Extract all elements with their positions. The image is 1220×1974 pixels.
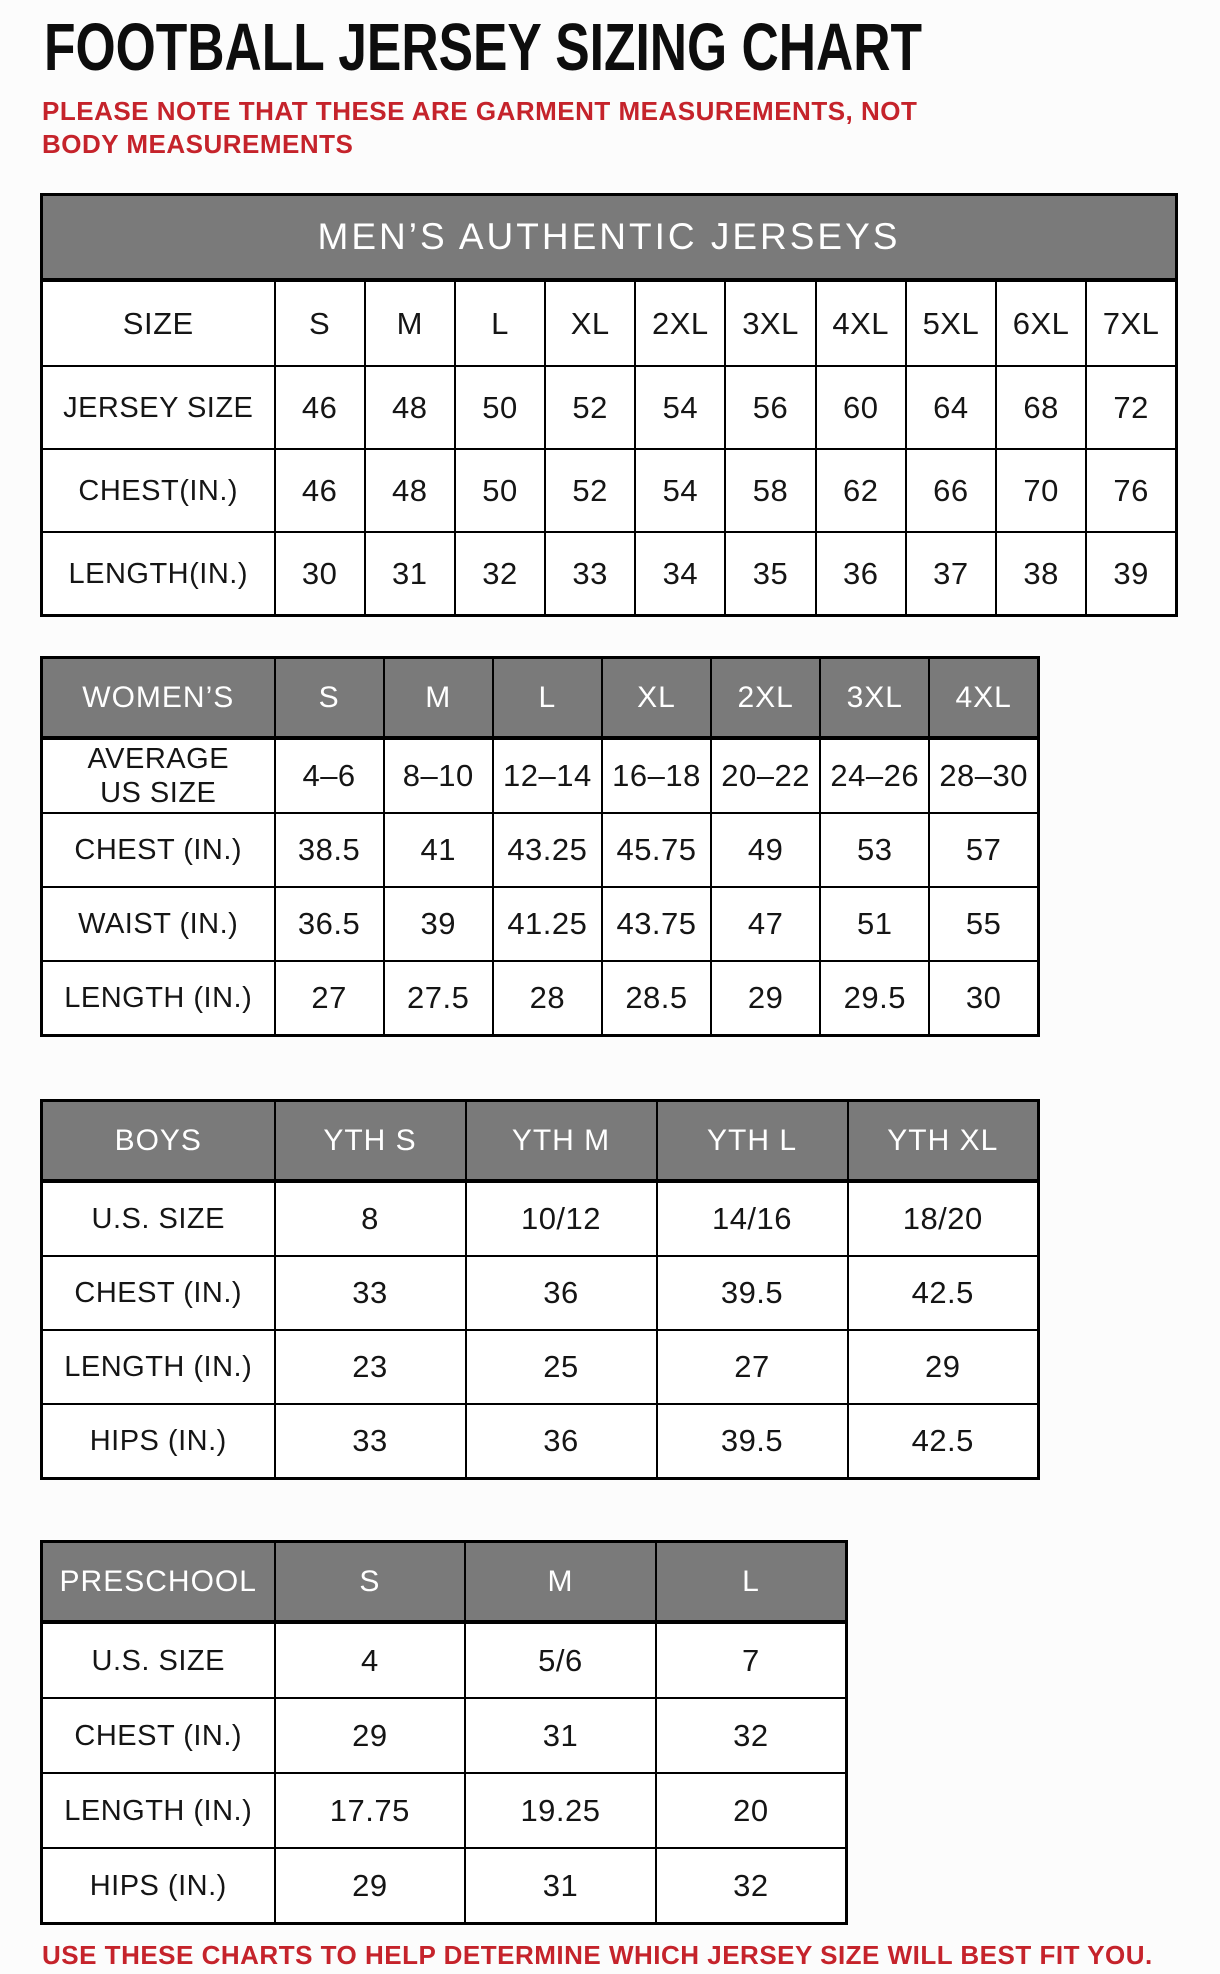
preschool-row <box>42 1773 847 1848</box>
mens-authentic-jerseys-column-header: 7XL <box>1086 280 1176 366</box>
womens-row <box>42 813 1039 887</box>
womens-value-cell: 36.5 <box>275 887 384 961</box>
preschool-value-cell: 20 <box>656 1773 847 1848</box>
womens-value-cell: 8–10 <box>384 738 493 813</box>
mens-authentic-jerseys-column-header: L <box>455 280 545 366</box>
mens-authentic-jerseys-column-header: M <box>365 280 455 366</box>
womens-value-cell: 41.25 <box>493 887 602 961</box>
mens-authentic-jerseys-value-cell: 76 <box>1086 449 1176 532</box>
boys-table <box>40 1099 1040 1480</box>
boys-value-cell: 29 <box>848 1330 1039 1404</box>
womens-value-cell: 27.5 <box>384 961 493 1036</box>
womens-column-header: S <box>275 658 384 739</box>
boys-value-cell: 18/20 <box>848 1181 1039 1256</box>
mens-authentic-jerseys-value-cell: 60 <box>816 366 906 449</box>
womens-row <box>42 887 1039 961</box>
mens-authentic-jerseys-value-cell: 68 <box>996 366 1086 449</box>
womens-value-cell: 29 <box>711 961 820 1036</box>
womens-row-label: CHEST (IN.) <box>42 813 275 887</box>
mens-authentic-jerseys-value-cell: 70 <box>996 449 1086 532</box>
mens-authentic-jerseys-value-cell: 37 <box>906 532 996 616</box>
garment-measurements-note: PLEASE NOTE THAT THESE ARE GARMENT MEASUREMENTS, NOT BODY MEASUREMENTS <box>42 96 918 159</box>
womens-value-cell: 27 <box>275 961 384 1036</box>
boys-value-cell: 10/12 <box>466 1181 657 1256</box>
womens-value-cell: 12–14 <box>493 738 602 813</box>
womens-value-cell: 43.25 <box>493 813 602 887</box>
womens-column-header: M <box>384 658 493 739</box>
mens-authentic-jerseys-value-cell: 46 <box>275 366 365 449</box>
womens-value-cell: 41 <box>384 813 493 887</box>
boys-value-cell: 14/16 <box>657 1181 848 1256</box>
mens-authentic-jerseys-value-cell: 72 <box>1086 366 1176 449</box>
preschool-row-label: LENGTH (IN.) <box>42 1773 275 1848</box>
mens-authentic-jerseys-column-header: 3XL <box>725 280 815 366</box>
mens-authentic-jerseys-value-cell: 32 <box>455 532 545 616</box>
womens-value-cell: 45.75 <box>602 813 711 887</box>
boys-value-cell: 33 <box>275 1256 466 1330</box>
womens-value-cell: 20–22 <box>711 738 820 813</box>
womens-row-label: WAIST (IN.) <box>42 887 275 961</box>
womens-column-header: 2XL <box>711 658 820 739</box>
boys-column-header: YTH XL <box>848 1101 1039 1182</box>
mens-authentic-jerseys-value-cell: 46 <box>275 449 365 532</box>
preschool-row-label: CHEST (IN.) <box>42 1698 275 1773</box>
preschool-value-cell: 19.25 <box>465 1773 656 1848</box>
mens-authentic-jerseys-row <box>42 532 1177 616</box>
preschool-table <box>40 1540 848 1925</box>
mens-authentic-jerseys-value-cell: 50 <box>455 366 545 449</box>
page-title: FOOTBALL JERSEY SIZING CHART <box>44 10 923 85</box>
boys-column-header: YTH M <box>466 1101 657 1182</box>
preschool-value-cell: 29 <box>275 1848 466 1924</box>
womens-row <box>42 738 1039 813</box>
mens-authentic-jerseys-value-cell: 66 <box>906 449 996 532</box>
womens-value-cell: 28 <box>493 961 602 1036</box>
boys-column-header: YTH S <box>275 1101 466 1182</box>
preschool-column-header: S <box>275 1542 466 1623</box>
boys-value-cell: 42.5 <box>848 1404 1039 1479</box>
mens-authentic-jerseys-column-header: S <box>275 280 365 366</box>
footer-note: USE THESE CHARTS TO HELP DETERMINE WHICH JERSEY SIZE WILL BEST FIT YOU. <box>42 1940 1153 1970</box>
womens-column-header: XL <box>602 658 711 739</box>
boys-row <box>42 1256 1039 1330</box>
preschool-column-header: M <box>465 1542 656 1623</box>
mens-authentic-jerseys-value-cell: 35 <box>725 532 815 616</box>
mens-authentic-jerseys-value-cell: 52 <box>545 449 635 532</box>
womens-row-label: LENGTH (IN.) <box>42 961 275 1036</box>
mens-authentic-jerseys-column-header: XL <box>545 280 635 366</box>
mens-authentic-jerseys-row <box>42 366 1177 449</box>
boys-value-cell: 25 <box>466 1330 657 1404</box>
preschool-value-cell: 31 <box>465 1698 656 1773</box>
preschool-row <box>42 1848 847 1924</box>
boys-value-cell: 39.5 <box>657 1404 848 1479</box>
womens-value-cell: 29.5 <box>820 961 929 1036</box>
boys-row-label: HIPS (IN.) <box>42 1404 275 1479</box>
mens-authentic-jerseys-value-cell: 54 <box>635 366 725 449</box>
womens-column-header: L <box>493 658 602 739</box>
boys-row-label: U.S. SIZE <box>42 1181 275 1256</box>
womens-row-label: AVERAGE US SIZE <box>42 738 275 813</box>
womens-value-cell: 51 <box>820 887 929 961</box>
mens-authentic-jerseys-value-cell: 58 <box>725 449 815 532</box>
womens-value-cell: 55 <box>929 887 1038 961</box>
womens-column-header: 3XL <box>820 658 929 739</box>
boys-row-label: LENGTH (IN.) <box>42 1330 275 1404</box>
preschool-value-cell: 7 <box>656 1622 847 1698</box>
preschool-value-cell: 5/6 <box>465 1622 656 1698</box>
mens-authentic-jerseys-value-cell: 48 <box>365 366 455 449</box>
boys-value-cell: 42.5 <box>848 1256 1039 1330</box>
preschool-value-cell: 29 <box>275 1698 466 1773</box>
mens-authentic-jerseys-value-cell: 50 <box>455 449 545 532</box>
womens-header-label: WOMEN’S <box>42 658 275 739</box>
preschool-value-cell: 31 <box>465 1848 656 1924</box>
boys-row <box>42 1330 1039 1404</box>
mens-authentic-jerseys-header-label: SIZE <box>42 280 275 366</box>
mens-authentic-jerseys-value-cell: 38 <box>996 532 1086 616</box>
preschool-column-header: L <box>656 1542 847 1623</box>
mens-authentic-jerseys-column-header: 2XL <box>635 280 725 366</box>
womens-value-cell: 28–30 <box>929 738 1038 813</box>
preschool-row <box>42 1698 847 1773</box>
boys-row-label: CHEST (IN.) <box>42 1256 275 1330</box>
mens-authentic-jerseys-column-header: 6XL <box>996 280 1086 366</box>
womens-value-cell: 24–26 <box>820 738 929 813</box>
mens-authentic-jerseys-value-cell: 36 <box>816 532 906 616</box>
preschool-row-label: U.S. SIZE <box>42 1622 275 1698</box>
mens-authentic-jerseys-value-cell: 64 <box>906 366 996 449</box>
mens-authentic-jerseys-value-cell: 33 <box>545 532 635 616</box>
womens-value-cell: 49 <box>711 813 820 887</box>
womens-table <box>40 656 1040 1037</box>
boys-row <box>42 1181 1039 1256</box>
boys-column-header: YTH L <box>657 1101 848 1182</box>
womens-value-cell: 57 <box>929 813 1038 887</box>
boys-value-cell: 33 <box>275 1404 466 1479</box>
womens-value-cell: 39 <box>384 887 493 961</box>
preschool-value-cell: 32 <box>656 1848 847 1924</box>
mens-authentic-jerseys-value-cell: 48 <box>365 449 455 532</box>
mens-authentic-jerseys-value-cell: 31 <box>365 532 455 616</box>
mens-authentic-jerseys-value-cell: 30 <box>275 532 365 616</box>
womens-value-cell: 47 <box>711 887 820 961</box>
mens-authentic-jerseys-row <box>42 449 1177 532</box>
boys-value-cell: 27 <box>657 1330 848 1404</box>
mens-authentic-jerseys-value-cell: 56 <box>725 366 815 449</box>
boys-value-cell: 23 <box>275 1330 466 1404</box>
mens-authentic-jerseys-table <box>40 193 1178 617</box>
boys-value-cell: 36 <box>466 1256 657 1330</box>
womens-column-header: 4XL <box>929 658 1038 739</box>
mens-authentic-jerseys-column-header: 5XL <box>906 280 996 366</box>
mens-authentic-jerseys-value-cell: 39 <box>1086 532 1176 616</box>
womens-value-cell: 16–18 <box>602 738 711 813</box>
mens-authentic-jerseys-value-cell: 62 <box>816 449 906 532</box>
preschool-row-label: HIPS (IN.) <box>42 1848 275 1924</box>
boys-row <box>42 1404 1039 1479</box>
mens-authentic-jerseys-column-header: 4XL <box>816 280 906 366</box>
womens-value-cell: 30 <box>929 961 1038 1036</box>
mens-authentic-jerseys-value-cell: 34 <box>635 532 725 616</box>
mens-authentic-jerseys-banner: MEN’S AUTHENTIC JERSEYS <box>42 195 1177 281</box>
boys-header-label: BOYS <box>42 1101 275 1182</box>
womens-value-cell: 53 <box>820 813 929 887</box>
preschool-value-cell: 4 <box>275 1622 466 1698</box>
womens-row <box>42 961 1039 1036</box>
womens-value-cell: 38.5 <box>275 813 384 887</box>
womens-value-cell: 28.5 <box>602 961 711 1036</box>
mens-authentic-jerseys-value-cell: 52 <box>545 366 635 449</box>
mens-authentic-jerseys-row-label: JERSEY SIZE <box>42 366 275 449</box>
boys-value-cell: 39.5 <box>657 1256 848 1330</box>
preschool-header-label: PRESCHOOL <box>42 1542 275 1623</box>
mens-authentic-jerseys-row-label: CHEST(IN.) <box>42 449 275 532</box>
mens-authentic-jerseys-row-label: LENGTH(IN.) <box>42 532 275 616</box>
preschool-row <box>42 1622 847 1698</box>
preschool-value-cell: 17.75 <box>275 1773 466 1848</box>
preschool-value-cell: 32 <box>656 1698 847 1773</box>
womens-value-cell: 43.75 <box>602 887 711 961</box>
womens-value-cell: 4–6 <box>275 738 384 813</box>
boys-value-cell: 8 <box>275 1181 466 1256</box>
mens-authentic-jerseys-value-cell: 54 <box>635 449 725 532</box>
boys-value-cell: 36 <box>466 1404 657 1479</box>
